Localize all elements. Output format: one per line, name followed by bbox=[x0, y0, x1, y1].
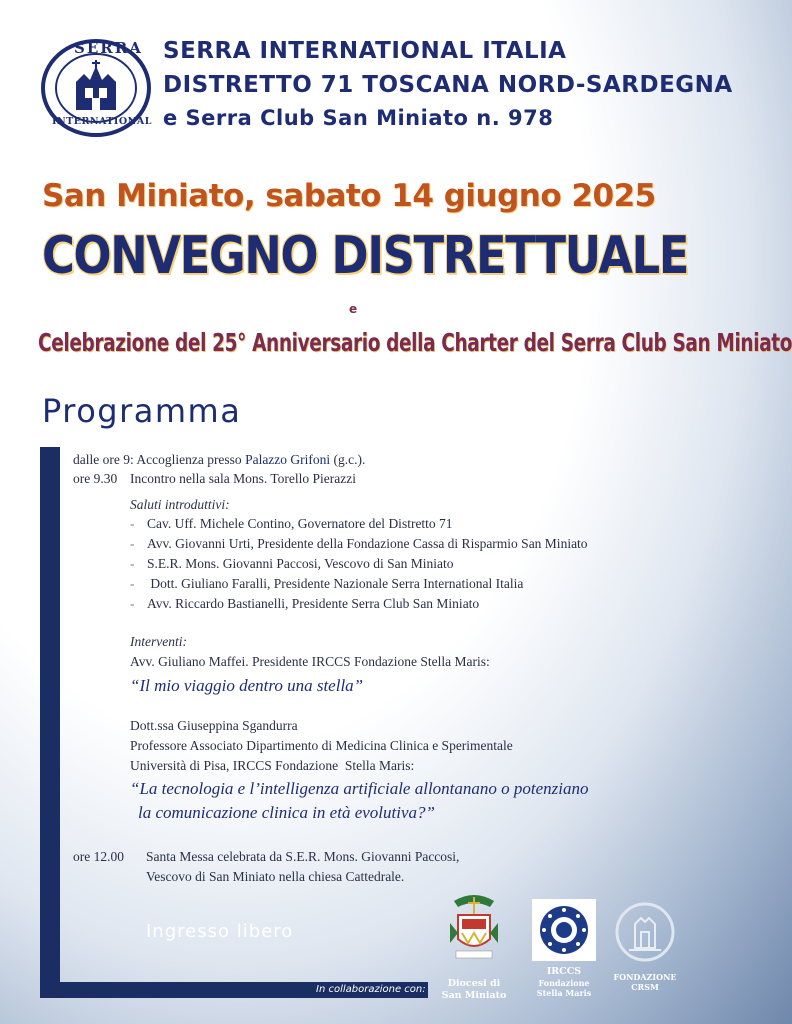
programma-line-2 bbox=[73, 471, 356, 487]
saluti-label: Saluti introduttivi: bbox=[130, 497, 230, 512]
event-subtitle: Celebrazione del 25° Anniversario della Charter del Serra Club San Miniato bbox=[38, 328, 792, 357]
header-line-1: SERRA INTERNATIONAL ITALIA bbox=[163, 38, 567, 64]
header-line-2: DISTRETTO 71 TOSCANA NORD-SARDEGNA bbox=[163, 72, 733, 98]
diocesi-label-2: San Miniato bbox=[441, 990, 507, 1001]
saluto-text: Dott. Giuliano Faralli, Presidente Nazionale Serra International Italia bbox=[147, 576, 524, 591]
serra-logo bbox=[40, 38, 152, 138]
diocesi-label bbox=[440, 978, 508, 1002]
quote-1: “Il mio viaggio dentro una stella” bbox=[130, 676, 364, 695]
programma-heading: Programma bbox=[42, 392, 242, 430]
collab-label: In collaborazione con: bbox=[316, 984, 426, 995]
header-line-3: e Serra Club San Miniato n. 978 bbox=[163, 106, 554, 130]
stella-maris-label bbox=[530, 966, 598, 998]
event-date: San Miniato, sabato 14 giugno 2025 bbox=[42, 178, 656, 214]
fondazione-crsm-label bbox=[608, 972, 682, 992]
quote-2-line-1: “La tecnologia e l’intelligenza artificiale allontanano o potenziano bbox=[130, 779, 589, 798]
logo-text-bottom: INTERNATIONAL bbox=[52, 116, 152, 127]
line1-post: (g.c.). bbox=[330, 452, 366, 467]
list-item bbox=[130, 576, 588, 596]
fondazione-crsm-logo bbox=[613, 900, 677, 964]
line2-time: ore 9.30 bbox=[73, 471, 118, 486]
messa-time: ore 12.00 bbox=[73, 849, 124, 864]
quote-2-line-2: la comunicazione clinica in età evolutiva?” bbox=[138, 803, 435, 822]
diocesi-logo bbox=[444, 893, 504, 963]
list-item bbox=[130, 596, 588, 616]
list-item bbox=[130, 536, 588, 556]
side-bar bbox=[40, 447, 60, 982]
stella-maris-logo bbox=[532, 899, 596, 961]
programma-line-1 bbox=[73, 452, 365, 468]
speaker-1: Avv. Giuliano Maffei. Presidente IRCCS Fondazione Stella Maris: bbox=[130, 654, 490, 669]
event-conjunction: e bbox=[349, 302, 358, 316]
dash-icon: - bbox=[130, 576, 135, 591]
ingresso-libero: Ingresso libero bbox=[146, 921, 294, 942]
stella-label-1: IRCCS bbox=[546, 966, 582, 977]
speaker-2-name: Dott.ssa Giuseppina Sgandurra bbox=[130, 718, 298, 733]
speaker-2-affiliation: Università di Pisa, IRCCS Fondazione Stella Maris: bbox=[130, 758, 415, 773]
crsm-label-1: FONDAZIONE bbox=[613, 972, 677, 982]
dash-icon: - bbox=[130, 556, 135, 571]
list-item bbox=[130, 556, 588, 576]
line1-pre: dalle ore 9: Accoglienza presso bbox=[73, 452, 246, 467]
dash-icon: - bbox=[130, 516, 135, 531]
messa-text-1: Santa Messa celebrata da S.E.R. Mons. Giovanni Paccosi, bbox=[146, 849, 460, 864]
list-item bbox=[130, 516, 588, 536]
dash-icon: - bbox=[130, 596, 135, 611]
interventi-label: Interventi: bbox=[130, 634, 187, 649]
stella-label-2: Fondazione bbox=[538, 978, 590, 988]
logo-text-top: SERRA bbox=[74, 39, 143, 57]
saluto-text: Cav. Uff. Michele Contino, Governatore del Distretto 71 bbox=[147, 516, 453, 531]
line1-place: Palazzo Grifoni bbox=[245, 452, 331, 467]
saluto-text: Avv. Giovanni Urti, Presidente della Fondazione Cassa di Risparmio San Miniato bbox=[147, 536, 588, 551]
saluto-text: S.E.R. Mons. Giovanni Paccosi, Vescovo di San Miniato bbox=[147, 556, 454, 571]
line2-text: Incontro nella sala Mons. Torello Pierazzi bbox=[130, 471, 356, 486]
diocesi-label-1: Diocesi di bbox=[447, 978, 501, 989]
speaker-2-role: Professore Associato Dipartimento di Medicina Clinica e Sperimentale bbox=[130, 738, 513, 753]
saluti-list bbox=[130, 516, 588, 616]
event-title: CONVEGNO DISTRETTUALE bbox=[42, 226, 689, 286]
stella-label-3: Stella Maris bbox=[536, 988, 592, 998]
messa-line-2: Vescovo di San Miniato nella chiesa Cattedrale. bbox=[146, 869, 405, 884]
dash-icon: - bbox=[130, 536, 135, 551]
saluto-text: Avv. Riccardo Bastianelli, Presidente Serra Club San Miniato bbox=[147, 596, 480, 611]
messa-line-1 bbox=[73, 849, 459, 865]
crsm-label-2: CRSM bbox=[631, 982, 659, 992]
